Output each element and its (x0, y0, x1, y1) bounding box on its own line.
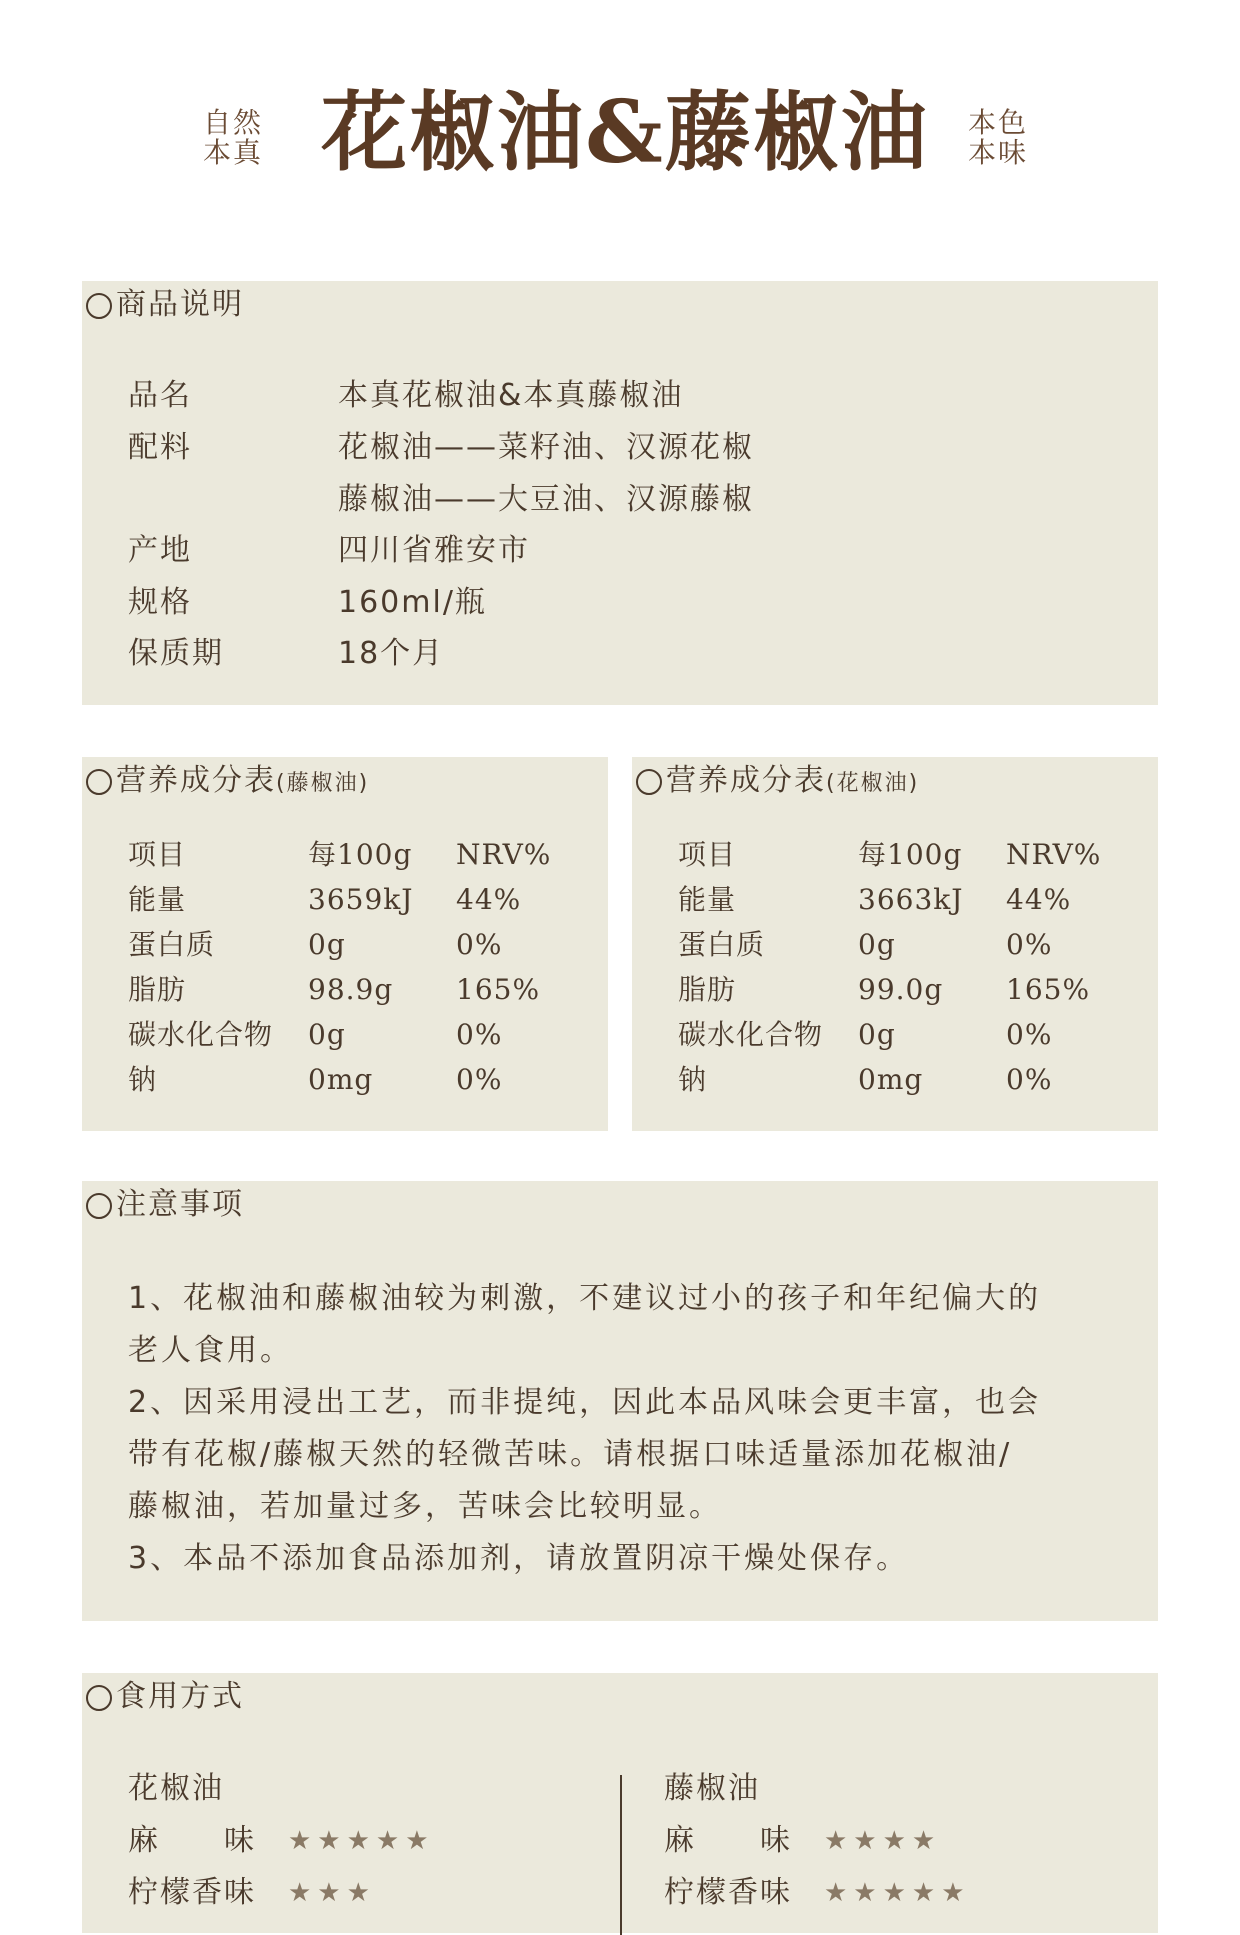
desc-row (128, 634, 444, 674)
usage-row (664, 1821, 941, 1861)
desc-row (128, 428, 754, 468)
nutrition-nrv: 0% (456, 1063, 503, 1096)
circle-icon (86, 1685, 112, 1711)
nutrition-row (128, 927, 576, 963)
section-title-nutrition: 营养成分表(藤椒油) (86, 761, 369, 804)
nutrition-nrv: 165% (1006, 973, 1091, 1006)
desc-label: 保质期 (128, 636, 224, 671)
usage-label: 麻 味 (664, 1823, 792, 1858)
nutrition-item: 蛋白质 (128, 928, 216, 961)
desc-row (128, 531, 530, 571)
nutrition-amount: 0g (308, 928, 346, 961)
nutrition-panel-tengjiao (82, 757, 608, 1131)
page-header (0, 0, 1240, 230)
usage-left-name: 花椒油 (128, 1771, 224, 1806)
nutrition-header-row (678, 837, 1126, 873)
nutrition-item: 能量 (128, 883, 187, 916)
nutrition-nrv: 0% (1006, 928, 1053, 961)
circle-icon (636, 769, 662, 795)
note-line: 2、因采用浸出工艺，而非提纯，因此本品风味会更丰富，也会 (128, 1385, 1042, 1420)
nutrition-nrv: 0% (1006, 1063, 1053, 1096)
nutrition-row (128, 1062, 576, 1098)
section-title-description: 商品说明 (86, 285, 244, 325)
nutrition-header: NRV% (456, 838, 552, 871)
nutrition-row (678, 927, 1126, 963)
star-rating-icon: ★★★★ (824, 1826, 942, 1856)
nutrition-header: 每100g (858, 838, 963, 871)
star-rating-icon: ★★★★★ (288, 1826, 435, 1856)
usage-label: 麻 味 (128, 1823, 256, 1858)
nutrition-item: 碳水化合物 (678, 1018, 824, 1051)
section-title-notes: 注意事项 (86, 1185, 244, 1225)
product-description-panel (82, 281, 1158, 705)
nutrition-amount: 3663kJ (858, 883, 964, 916)
desc-value: 160ml/瓶 (338, 585, 487, 620)
nutrition-item: 钠 (128, 1063, 158, 1096)
nutrition-row (678, 972, 1126, 1008)
nutrition-row (128, 882, 576, 918)
nutrition-item: 碳水化合物 (128, 1018, 274, 1051)
usage-label: 柠檬香味 (128, 1875, 256, 1910)
section-title-usage: 食用方式 (86, 1677, 244, 1717)
nutrition-item: 能量 (678, 883, 737, 916)
desc-label: 规格 (128, 585, 192, 620)
circle-icon (86, 769, 112, 795)
desc-value: 四川省雅安市 (338, 533, 530, 568)
desc-label: 产地 (128, 533, 192, 568)
nutrition-nrv: 0% (456, 1018, 503, 1051)
usage-row (664, 1873, 971, 1913)
desc-value: 本真花椒油&本真藤椒油 (338, 378, 684, 413)
usage-divider (620, 1775, 622, 1935)
nutrition-amount: 99.0g (858, 973, 944, 1006)
section-subtitle: (藤椒油) (276, 771, 370, 796)
nutrition-amount: 0mg (858, 1063, 924, 1096)
note-line: 3、本品不添加食品添加剂，请放置阴凉干燥处保存。 (128, 1541, 910, 1576)
nutrition-header-row (128, 837, 576, 873)
desc-row (128, 583, 487, 623)
nutrition-panel-huajiao (632, 757, 1158, 1131)
desc-value: 花椒油——菜籽油、汉源花椒 (338, 430, 754, 465)
nutrition-row (128, 1017, 576, 1053)
desc-row (128, 376, 683, 416)
usage-label: 柠檬香味 (664, 1875, 792, 1910)
nutrition-header: 项目 (678, 838, 737, 871)
nutrition-header: NRV% (1006, 838, 1102, 871)
page-title: 花椒油&藤椒油 (321, 82, 929, 183)
nutrition-amount: 0g (858, 1018, 896, 1051)
nutrition-item: 钠 (678, 1063, 708, 1096)
desc-value: 18个月 (338, 636, 445, 671)
nutrition-amount: 3659kJ (308, 883, 414, 916)
note-line: 老人食用。 (128, 1333, 293, 1368)
star-rating-icon: ★★★ (288, 1878, 376, 1908)
nutrition-nrv: 165% (456, 973, 541, 1006)
section-subtitle: (花椒油) (826, 771, 920, 796)
header-left-tag: 自然 本真 (203, 106, 264, 169)
note-line: 藤椒油，若加量过多，苦味会比较明显。 (128, 1489, 722, 1524)
header-right-tag: 本色 本味 (968, 106, 1029, 169)
star-rating-icon: ★★★★★ (824, 1878, 971, 1908)
nutrition-amount: 0mg (308, 1063, 374, 1096)
note-line: 1、花椒油和藤椒油较为刺激，不建议过小的孩子和年纪偏大的 (128, 1281, 1042, 1316)
nutrition-nrv: 0% (456, 928, 503, 961)
nutrition-row (678, 1017, 1126, 1053)
nutrition-amount: 98.9g (308, 973, 394, 1006)
nutrition-nrv: 44% (1006, 883, 1072, 916)
nutrition-header: 每100g (308, 838, 413, 871)
usage-right-name: 藤椒油 (664, 1771, 760, 1806)
desc-label: 配料 (128, 430, 192, 465)
usage-row (128, 1873, 376, 1913)
nutrition-nrv: 44% (456, 883, 522, 916)
section-title-nutrition: 营养成分表(花椒油) (636, 761, 919, 804)
nutrition-row (678, 882, 1126, 918)
circle-icon (86, 1193, 112, 1219)
nutrition-amount: 0g (858, 928, 896, 961)
usage-panel (82, 1673, 1158, 1933)
nutrition-item: 蛋白质 (678, 928, 766, 961)
usage-row (128, 1821, 435, 1861)
nutrition-header: 项目 (128, 838, 187, 871)
nutrition-row (128, 972, 576, 1008)
desc-row (128, 480, 754, 520)
nutrition-item: 脂肪 (128, 973, 187, 1006)
desc-label: 品名 (128, 378, 192, 413)
notes-panel (82, 1181, 1158, 1621)
nutrition-nrv: 0% (1006, 1018, 1053, 1051)
note-line: 带有花椒/藤椒天然的轻微苦味。请根据口味适量添加花椒油/ (128, 1437, 1013, 1472)
nutrition-amount: 0g (308, 1018, 346, 1051)
nutrition-item: 脂肪 (678, 973, 737, 1006)
circle-icon (86, 293, 112, 319)
desc-value: 藤椒油——大豆油、汉源藤椒 (338, 482, 754, 517)
nutrition-row (678, 1062, 1126, 1098)
